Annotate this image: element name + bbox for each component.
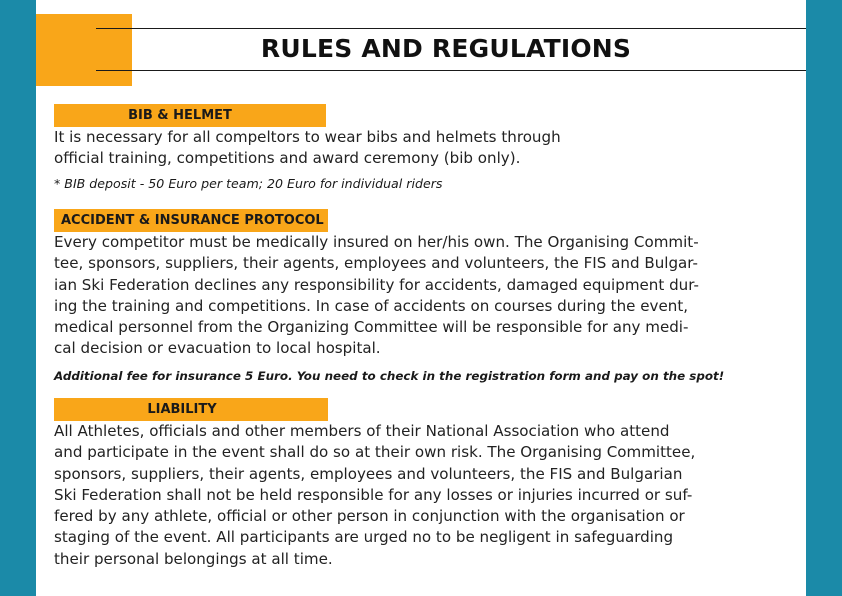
title-rule-top xyxy=(96,28,806,29)
text-line: cal decision or evacuation to local hospital. xyxy=(54,339,381,358)
text-line: ian Ski Federation declines any responsibility for accidents, damaged equipment dur- xyxy=(54,275,699,294)
text-line: ing the training and competitions. In case of accidents on courses during the event, xyxy=(54,296,689,315)
text-line: tee, sponsors, suppliers, their agents, employees and volunteers, the FIS and Bulgar- xyxy=(54,254,698,273)
text-line: fered by any athlete, official or other person in conjunction with the organisation or xyxy=(54,507,685,526)
text-line: and participate in the event shall do so at their own risk. The Organising Committee, xyxy=(54,443,696,462)
section-body-bib-helmet xyxy=(54,127,784,170)
bib-deposit-note: * BIB deposit - 50 Euro per team; 20 Euro for individual riders xyxy=(54,176,443,191)
title-rule-bottom xyxy=(96,70,806,71)
text-line: medical personnel from the Organizing Committee will be responsible for any medi- xyxy=(54,318,689,337)
page-title: RULES AND REGULATIONS xyxy=(260,34,632,63)
text-line: staging of the event. All participants are urged no to be negligent in safeguarding xyxy=(54,528,674,547)
text-line: sponsors, suppliers, their agents, employees and volunteers, the FIS and Bulgarian xyxy=(54,464,683,483)
section-label-liability: LIABILITY xyxy=(54,398,328,421)
text-line: Ski Federation shall not be held responsible for any losses or injuries incurred or suf- xyxy=(54,485,693,504)
text-line: All Athletes, officials and other members of their National Association who attend xyxy=(54,422,670,440)
section-body-accident-insurance xyxy=(54,232,784,360)
text-line: Every competitor must be medically insured on her/his own. The Organising Commit- xyxy=(54,233,699,251)
section-label-bib-helmet: BIB & HELMET xyxy=(54,104,326,127)
text-line: official training, competitions and award ceremony (bib only). xyxy=(54,149,521,168)
insurance-fee-note: Additional fee for insurance 5 Euro. You need to check in the registration form and pay on the spot! xyxy=(54,369,725,383)
section-body-liability xyxy=(54,421,784,570)
text-line: their personal belongings at all time. xyxy=(54,549,333,568)
text-line: It is necessary for all compeltors to wear bibs and helmets through xyxy=(54,128,561,146)
section-label-accident-insurance: ACCIDENT & INSURANCE PROTOCOL xyxy=(54,209,328,232)
